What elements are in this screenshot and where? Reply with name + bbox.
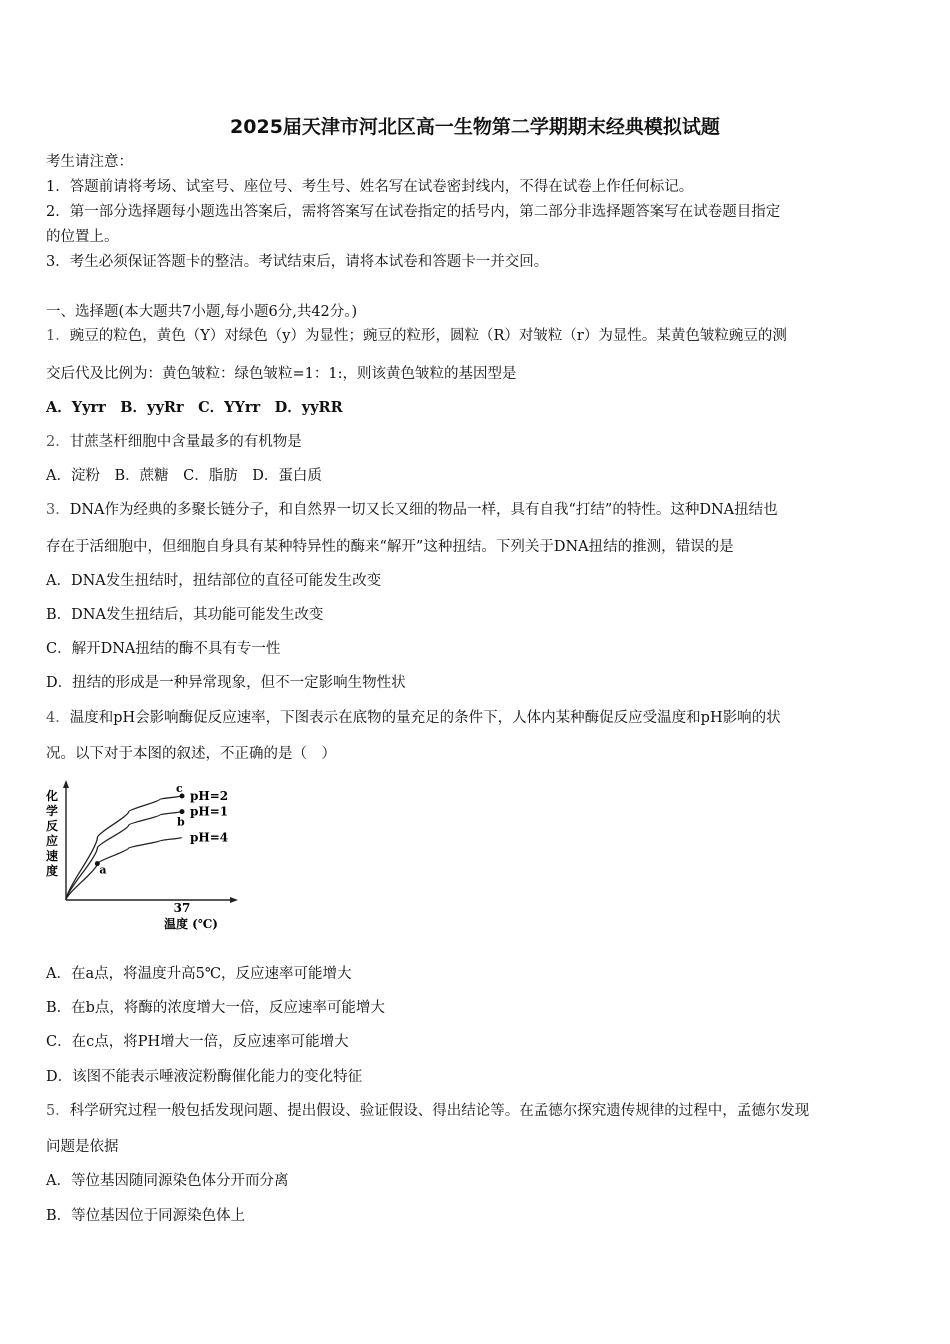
page-title: 2025届天津市河北区高一生物第二学期期末经典模拟试题 (230, 116, 720, 138)
chart-y-label-char: 化 (46, 789, 59, 803)
question-3-option-a: A．DNA发生扭结时，扭结部位的直径可能发生改变 (46, 573, 382, 589)
notice-item-2-cont: 的位置上。 (46, 229, 119, 245)
chart-y-label-char: 速 (46, 849, 59, 863)
chart-y-label-char: 应 (46, 834, 59, 848)
question-number: 5． (46, 1103, 70, 1119)
question-2-stem (46, 432, 911, 452)
question-text: 温度和pH会影响酶促反应速率，下图表示在底物的量充足的条件下，人体内某种酶促反应受温度和pH影响的状 (69, 710, 781, 726)
chart-x-axis-arrow (230, 897, 238, 903)
chart-series-label: pH=1 (190, 804, 229, 819)
notice-item-1: 1．答题前请将考场、试室号、座位号、考生号、姓名写在试卷密封线内，不得在试卷上作任何标记。 (46, 179, 694, 195)
section-heading: 一、选择题(本大题共7小题,每小题6分,共42分。) (46, 304, 358, 320)
chart-series-line-3 (66, 838, 182, 900)
chart-series-line-2 (66, 812, 182, 900)
question-4-option-c: C．在c点，将PH增大一倍，反应速率可能增大 (46, 1034, 349, 1050)
question-3-stem (46, 500, 911, 520)
chart-series-line-1 (66, 796, 182, 900)
question-5-stem-cont: 问题是依据 (46, 1139, 119, 1155)
question-number: 1． (46, 328, 70, 344)
question-4-stem (46, 708, 911, 728)
chart-y-axis-arrow (63, 780, 69, 788)
question-3-option-c: C．解开DNA扭结的酶不具有专一性 (46, 641, 281, 657)
question-text: 豌豆的粒色，黄色（Y）对绿色（y）为显性；豌豆的粒形，圆粒（R）对皱粒（r）为显性。某黄色皱粒豌豆的测 (69, 328, 787, 344)
question-3-option-d: D．扭结的形成是一种异常现象，但不一定影响生物性状 (46, 675, 406, 691)
question-text: DNA作为经典的多聚长链分子，和自然界一切又长又细的物品一样，具有自我“打结”的特性。这种DNA扭结也 (69, 502, 778, 518)
question-text: 科学研究过程一般包括发现问题、提出假设、验证假设、得出结论等。在孟德尔探究遗传规律的过程中，孟德尔发现 (69, 1103, 810, 1119)
question-4-option-d: D．该图不能表示唾液淀粉酶催化能力的变化特征 (46, 1069, 363, 1085)
chart-point-label-c: c (176, 782, 183, 795)
question-4-stem-cont: 况。以下对于本图的叙述，不正确的是（ ） (46, 746, 336, 762)
question-5-stem (46, 1101, 911, 1121)
notice-heading: 考生请注意： (46, 154, 133, 170)
chart-series-label: pH=4 (190, 830, 229, 845)
chart-point-label-a: a (99, 863, 107, 877)
question-1-options: A．Yyrr B．yyRr C．YYrr D．yyRR (46, 399, 343, 416)
chart-point-label-b: b (177, 815, 185, 829)
chart-y-label-char: 度 (46, 864, 59, 878)
question-number: 2． (46, 434, 70, 450)
notice-item-2: 2．第一部分选择题每小题选出答案后，需将答案写在试卷指定的括号内，第二部分非选择题答案写在试卷题目指定 (46, 204, 781, 220)
question-2-options: A．淀粉 B．蔗糖 C．脂肪 D．蛋白质 (46, 468, 322, 484)
chart-x-label: 温度 (℃) (164, 917, 218, 931)
question-5-option-b: B．等位基因位于同源染色体上 (46, 1208, 246, 1224)
question-3-option-b: B．DNA发生扭结后，其功能可能发生改变 (46, 607, 324, 623)
chart-x-tick: 37 (173, 901, 191, 915)
chart-point-b (180, 809, 185, 814)
question-5-option-a: A．等位基因随同源染色体分开而分离 (46, 1173, 289, 1189)
question-1-stem (46, 326, 911, 346)
chart-y-label (45, 788, 58, 878)
notice-item-3: 3．考生必须保证答题卡的整洁。考试结束后，请将本试卷和答题卡一并交回。 (46, 254, 549, 270)
question-text: 甘蔗茎杆细胞中含量最多的有机物是 (69, 434, 302, 450)
question-number: 3． (46, 502, 70, 518)
chart-y-label-char: 学 (46, 804, 59, 818)
question-3-stem-cont: 存在于活细胞中，但细胞自身具有某种特异性的酶来“解开”这种扭结。下列关于DNA扭结的推测，错误的是 (46, 539, 734, 555)
question-4-option-b: B．在b点，将酶的浓度增大一倍，反应速率可能增大 (46, 1000, 385, 1016)
chart-series-label: pH=2 (190, 789, 229, 803)
question-4-option-a: A．在a点，将温度升高5℃，反应速率可能增大 (46, 966, 352, 982)
question-1-stem-cont: 交后代及比例为：黄色皱粒：绿色皱粒=1：1:，则该黄色皱粒的基因型是 (46, 366, 517, 382)
chart-y-label-char: 反 (46, 819, 59, 833)
question-number: 4． (46, 710, 70, 726)
enzyme-rate-chart (44, 776, 244, 936)
